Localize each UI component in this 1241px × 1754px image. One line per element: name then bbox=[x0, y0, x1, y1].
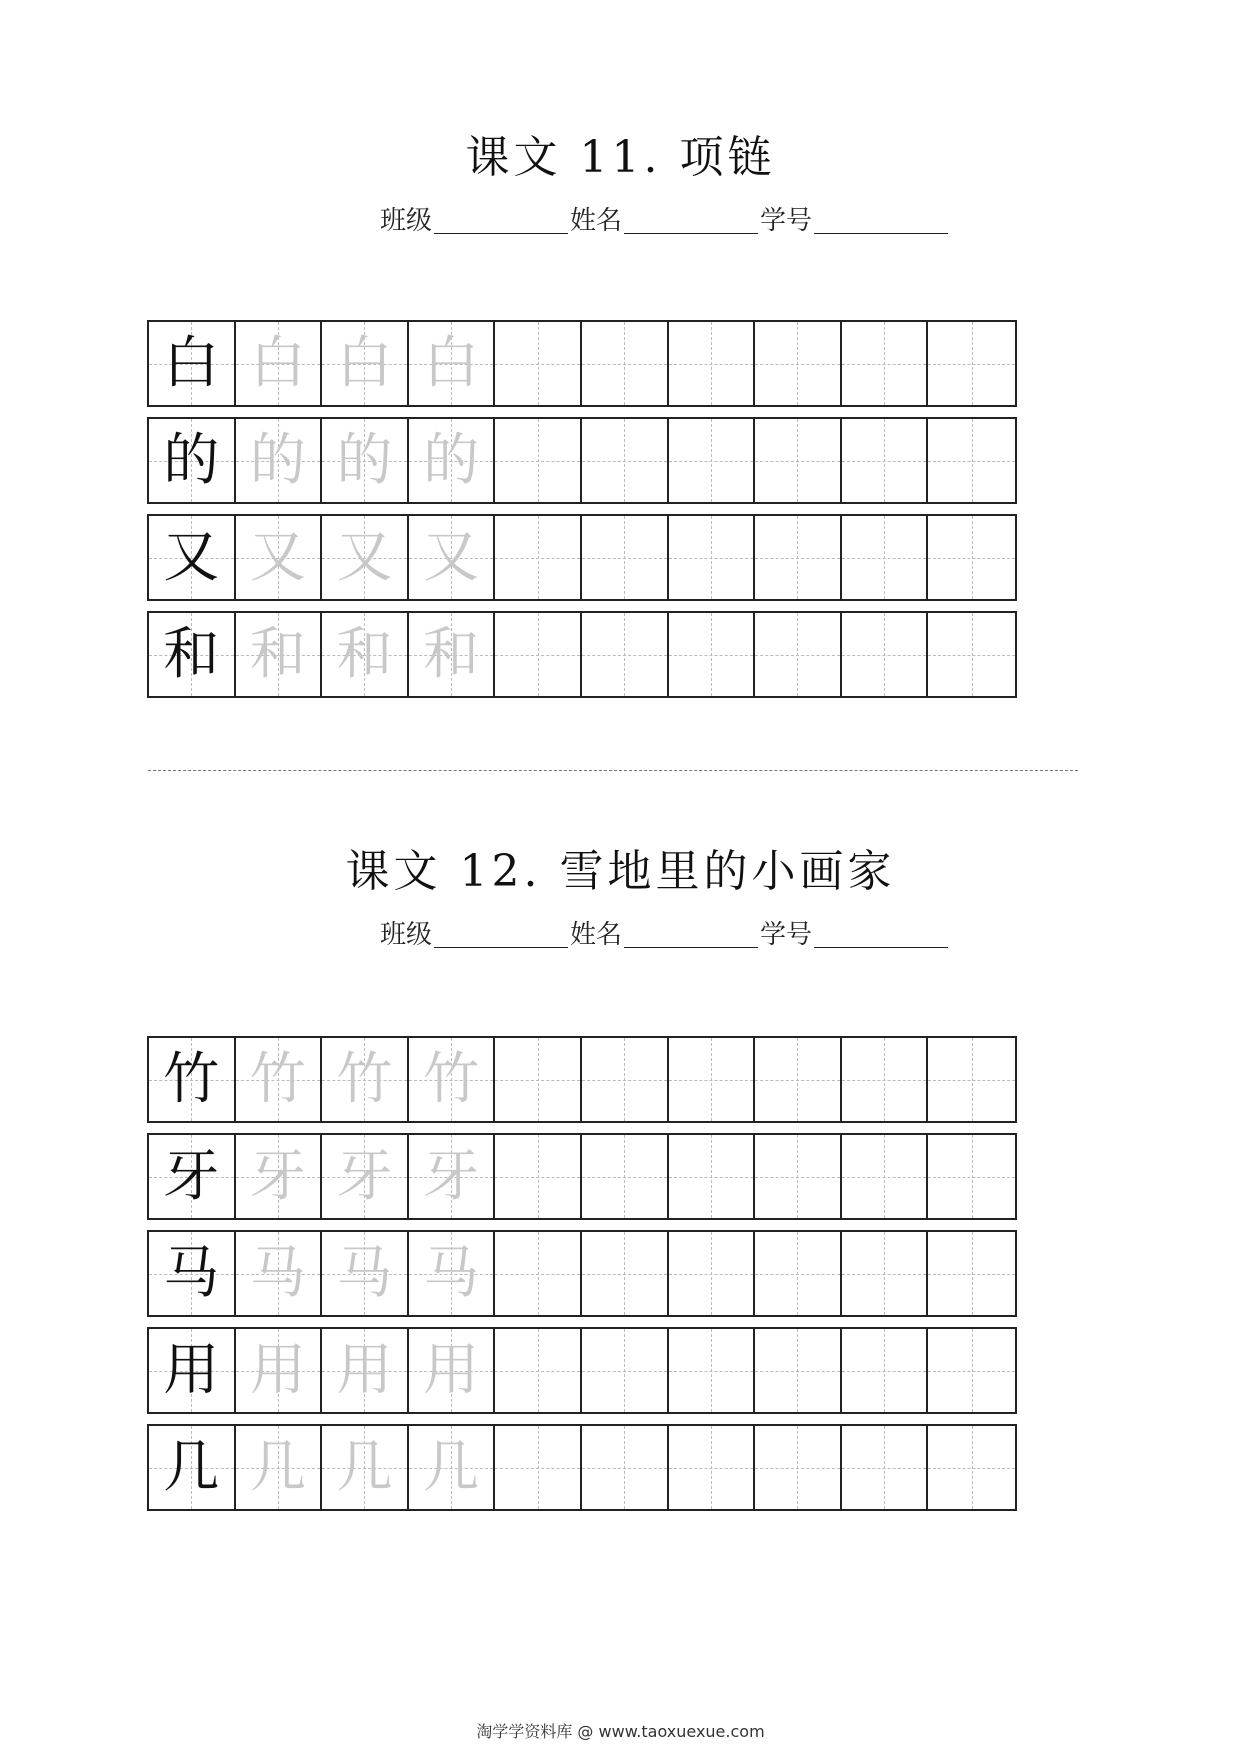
number-label: 学号 bbox=[760, 920, 813, 950]
number-blank[interactable] bbox=[814, 233, 948, 234]
trace-cell[interactable] bbox=[236, 516, 323, 599]
blank-writing-cell[interactable] bbox=[495, 419, 582, 502]
blank-writing-cell[interactable] bbox=[755, 1135, 842, 1218]
trace-cell[interactable] bbox=[322, 1038, 409, 1121]
blank-writing-cell[interactable] bbox=[495, 613, 582, 696]
trace-cell[interactable] bbox=[322, 613, 409, 696]
blank-writing-cell[interactable] bbox=[928, 1329, 1015, 1412]
model-character: 的 bbox=[163, 427, 220, 493]
trace-cell[interactable] bbox=[409, 419, 496, 502]
number-label: 学号 bbox=[760, 206, 813, 236]
blank-writing-cell[interactable] bbox=[669, 1329, 756, 1412]
blank-writing-cell[interactable] bbox=[842, 613, 929, 696]
blank-writing-cell[interactable] bbox=[755, 1232, 842, 1315]
trace-character: 和 bbox=[336, 621, 393, 687]
trace-character: 用 bbox=[249, 1337, 306, 1403]
model-cell bbox=[149, 1426, 236, 1509]
blank-writing-cell[interactable] bbox=[495, 1426, 582, 1509]
blank-writing-cell[interactable] bbox=[928, 1426, 1015, 1509]
blank-writing-cell[interactable] bbox=[755, 613, 842, 696]
trace-character: 和 bbox=[423, 621, 480, 687]
section-divider bbox=[148, 770, 1078, 771]
trace-character: 马 bbox=[249, 1240, 306, 1306]
model-cell bbox=[149, 516, 236, 599]
trace-cell[interactable] bbox=[322, 322, 409, 405]
trace-character: 白 bbox=[423, 330, 480, 396]
model-cell bbox=[149, 1038, 236, 1121]
trace-character: 用 bbox=[336, 1337, 393, 1403]
trace-character: 竹 bbox=[336, 1046, 393, 1112]
blank-writing-cell[interactable] bbox=[928, 419, 1015, 502]
blank-writing-cell[interactable] bbox=[755, 322, 842, 405]
model-character: 和 bbox=[163, 621, 220, 687]
practice-row bbox=[147, 1133, 1017, 1220]
class-blank[interactable] bbox=[434, 947, 568, 948]
practice-row bbox=[147, 1327, 1017, 1414]
blank-writing-cell[interactable] bbox=[669, 516, 756, 599]
blank-writing-cell[interactable] bbox=[495, 322, 582, 405]
class-label: 班级 bbox=[380, 920, 433, 950]
trace-character: 几 bbox=[249, 1434, 306, 1500]
blank-writing-cell[interactable] bbox=[755, 1426, 842, 1509]
trace-character: 又 bbox=[249, 524, 306, 590]
trace-cell[interactable] bbox=[236, 1038, 323, 1121]
blank-writing-cell[interactable] bbox=[582, 516, 669, 599]
blank-writing-cell[interactable] bbox=[928, 613, 1015, 696]
model-character: 白 bbox=[163, 330, 220, 396]
trace-character: 牙 bbox=[423, 1143, 480, 1209]
blank-writing-cell[interactable] bbox=[669, 322, 756, 405]
blank-writing-cell[interactable] bbox=[842, 516, 929, 599]
model-cell bbox=[149, 322, 236, 405]
blank-writing-cell[interactable] bbox=[842, 1426, 929, 1509]
trace-character: 又 bbox=[336, 524, 393, 590]
trace-character: 马 bbox=[423, 1240, 480, 1306]
blank-writing-cell[interactable] bbox=[669, 419, 756, 502]
blank-writing-cell[interactable] bbox=[755, 1329, 842, 1412]
trace-cell[interactable] bbox=[236, 1135, 323, 1218]
model-cell bbox=[149, 1232, 236, 1315]
blank-writing-cell[interactable] bbox=[669, 1232, 756, 1315]
trace-character: 又 bbox=[423, 524, 480, 590]
practice-row bbox=[147, 514, 1017, 601]
blank-writing-cell[interactable] bbox=[582, 1038, 669, 1121]
trace-cell[interactable] bbox=[322, 1426, 409, 1509]
trace-character: 白 bbox=[336, 330, 393, 396]
trace-cell[interactable] bbox=[236, 322, 323, 405]
name-blank[interactable] bbox=[624, 947, 758, 948]
model-character: 马 bbox=[163, 1240, 220, 1306]
model-character: 又 bbox=[163, 524, 220, 590]
trace-cell[interactable] bbox=[236, 1426, 323, 1509]
practice-row bbox=[147, 1424, 1017, 1511]
model-cell bbox=[149, 1135, 236, 1218]
blank-writing-cell[interactable] bbox=[842, 322, 929, 405]
trace-character: 的 bbox=[336, 427, 393, 493]
model-cell bbox=[149, 1329, 236, 1412]
blank-writing-cell[interactable] bbox=[495, 1038, 582, 1121]
practice-row bbox=[147, 611, 1017, 698]
model-cell bbox=[149, 613, 236, 696]
trace-cell[interactable] bbox=[236, 419, 323, 502]
blank-writing-cell[interactable] bbox=[755, 516, 842, 599]
blank-writing-cell[interactable] bbox=[928, 1232, 1015, 1315]
trace-cell[interactable] bbox=[322, 1135, 409, 1218]
trace-cell[interactable] bbox=[409, 1426, 496, 1509]
trace-cell[interactable] bbox=[409, 322, 496, 405]
trace-cell[interactable] bbox=[236, 1232, 323, 1315]
trace-cell[interactable] bbox=[322, 1232, 409, 1315]
blank-writing-cell[interactable] bbox=[582, 322, 669, 405]
blank-writing-cell[interactable] bbox=[842, 419, 929, 502]
model-character: 竹 bbox=[163, 1046, 220, 1112]
blank-writing-cell[interactable] bbox=[842, 1038, 929, 1121]
practice-row bbox=[147, 1036, 1017, 1123]
name-label: 姓名 bbox=[570, 206, 623, 236]
footer-watermark: 淘学学资料库 @ www.taoxuexue.com bbox=[476, 1722, 765, 1741]
blank-writing-cell[interactable] bbox=[842, 1329, 929, 1412]
trace-cell[interactable] bbox=[409, 1329, 496, 1412]
blank-writing-cell[interactable] bbox=[928, 322, 1015, 405]
practice-row bbox=[147, 1230, 1017, 1317]
blank-writing-cell[interactable] bbox=[928, 516, 1015, 599]
blank-writing-cell[interactable] bbox=[495, 1135, 582, 1218]
trace-character: 竹 bbox=[249, 1046, 306, 1112]
blank-writing-cell[interactable] bbox=[582, 1232, 669, 1315]
lesson-11-title: 课文 11. 项链 bbox=[465, 132, 776, 183]
blank-writing-cell[interactable] bbox=[755, 1038, 842, 1121]
practice-row bbox=[147, 320, 1017, 407]
model-character: 牙 bbox=[163, 1143, 220, 1209]
blank-writing-cell[interactable] bbox=[842, 1135, 929, 1218]
model-character: 用 bbox=[163, 1337, 220, 1403]
class-label: 班级 bbox=[380, 206, 433, 236]
blank-writing-cell[interactable] bbox=[842, 1232, 929, 1315]
blank-writing-cell[interactable] bbox=[582, 1135, 669, 1218]
lesson-11-info-line bbox=[380, 208, 950, 234]
trace-character: 用 bbox=[423, 1337, 480, 1403]
blank-writing-cell[interactable] bbox=[582, 613, 669, 696]
blank-writing-cell[interactable] bbox=[495, 1232, 582, 1315]
trace-cell[interactable] bbox=[409, 516, 496, 599]
blank-writing-cell[interactable] bbox=[582, 1329, 669, 1412]
trace-cell[interactable] bbox=[409, 613, 496, 696]
trace-character: 竹 bbox=[423, 1046, 480, 1112]
class-blank[interactable] bbox=[434, 233, 568, 234]
trace-character: 和 bbox=[249, 621, 306, 687]
blank-writing-cell[interactable] bbox=[582, 419, 669, 502]
blank-writing-cell[interactable] bbox=[669, 1038, 756, 1121]
lesson-12-info-line bbox=[380, 922, 950, 948]
blank-writing-cell[interactable] bbox=[495, 516, 582, 599]
blank-writing-cell[interactable] bbox=[669, 1135, 756, 1218]
trace-character: 几 bbox=[336, 1434, 393, 1500]
blank-writing-cell[interactable] bbox=[928, 1135, 1015, 1218]
trace-cell[interactable] bbox=[409, 1232, 496, 1315]
trace-character: 马 bbox=[336, 1240, 393, 1306]
name-label: 姓名 bbox=[570, 920, 623, 950]
trace-cell[interactable] bbox=[322, 419, 409, 502]
number-blank[interactable] bbox=[814, 947, 948, 948]
trace-cell[interactable] bbox=[322, 1329, 409, 1412]
trace-character: 白 bbox=[249, 330, 306, 396]
practice-row bbox=[147, 417, 1017, 504]
trace-character: 的 bbox=[249, 427, 306, 493]
name-blank[interactable] bbox=[624, 233, 758, 234]
trace-cell[interactable] bbox=[409, 1135, 496, 1218]
blank-writing-cell[interactable] bbox=[669, 1426, 756, 1509]
lesson-12-title: 课文 12. 雪地里的小画家 bbox=[345, 846, 896, 897]
trace-character: 的 bbox=[423, 427, 480, 493]
blank-writing-cell[interactable] bbox=[669, 613, 756, 696]
blank-writing-cell[interactable] bbox=[582, 1426, 669, 1509]
model-character: 几 bbox=[163, 1434, 220, 1500]
trace-cell[interactable] bbox=[409, 1038, 496, 1121]
trace-cell[interactable] bbox=[322, 516, 409, 599]
blank-writing-cell[interactable] bbox=[755, 419, 842, 502]
trace-character: 牙 bbox=[249, 1143, 306, 1209]
blank-writing-cell[interactable] bbox=[495, 1329, 582, 1412]
blank-writing-cell[interactable] bbox=[928, 1038, 1015, 1121]
trace-character: 牙 bbox=[336, 1143, 393, 1209]
trace-character: 几 bbox=[423, 1434, 480, 1500]
trace-cell[interactable] bbox=[236, 1329, 323, 1412]
trace-cell[interactable] bbox=[236, 613, 323, 696]
model-cell bbox=[149, 419, 236, 502]
